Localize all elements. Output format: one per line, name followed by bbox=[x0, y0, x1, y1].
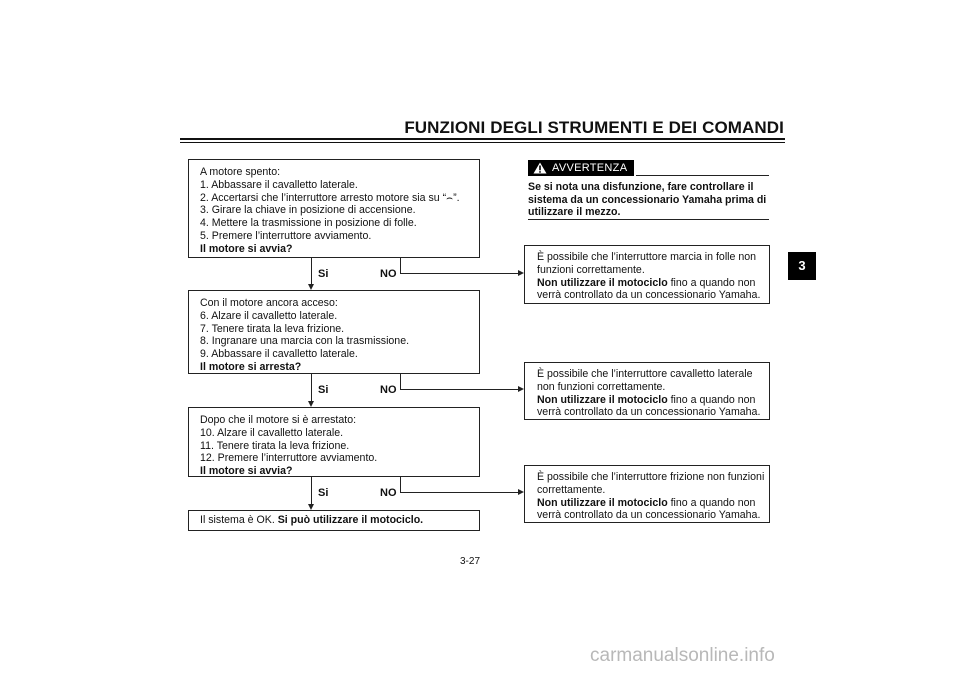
warning-triangle-icon bbox=[533, 162, 547, 174]
flow-box-1 bbox=[188, 159, 480, 258]
section-tab: 3 bbox=[788, 252, 816, 280]
box1-question: Il motore si avvia? bbox=[200, 242, 293, 255]
no-label: NO bbox=[380, 268, 397, 280]
result3-line: verrà controllato da un concessionario Yamaha. bbox=[537, 509, 761, 522]
watermark: carmanualsonline.info bbox=[590, 645, 775, 666]
result2-line: non funzioni correttamente. bbox=[537, 380, 666, 393]
warning-line: Se si nota una disfunzione, fare controllare il bbox=[528, 181, 754, 193]
result1-line: È possibile che l’interruttore marcia in folle non bbox=[537, 251, 757, 263]
flow-box-3 bbox=[188, 407, 480, 477]
result1-line: funzioni correttamente. bbox=[537, 263, 645, 276]
result3-line: È possibile che l’interruttore frizione non funzioni bbox=[537, 471, 765, 483]
connector-no-1 bbox=[400, 273, 518, 274]
box4-bold: Si può utilizzare il motociclo. bbox=[277, 514, 424, 526]
result2-bold: Non utilizzare il motociclo bbox=[537, 393, 668, 406]
box2-line: 9. Abbassare il cavalletto laterale. bbox=[200, 348, 358, 361]
box2-line: Con il motore ancora acceso: bbox=[200, 297, 338, 309]
warning-bottom-rule bbox=[528, 219, 769, 220]
warning-line: utilizzare il mezzo. bbox=[528, 206, 621, 219]
title-rule-thin bbox=[180, 142, 785, 143]
box1-line: 2. Accertarsi che l’interruttore arresto motore sia su “⌢”. bbox=[200, 191, 460, 204]
result3-bold: Non utilizzare il motociclo bbox=[537, 496, 668, 509]
box1-line: A motore spento: bbox=[200, 166, 281, 178]
flow-box-2 bbox=[188, 290, 480, 374]
connector-no-2 bbox=[400, 389, 518, 390]
connector-no-3 bbox=[400, 492, 518, 493]
title-rule bbox=[180, 138, 785, 140]
result-box-1 bbox=[524, 245, 770, 304]
box1-line: 5. Premere l’interruttore avviamento. bbox=[200, 229, 372, 242]
box2-line: 6. Alzare il cavalletto laterale. bbox=[200, 309, 338, 322]
box3-question: Il motore si avvia? bbox=[200, 465, 293, 478]
result3-line: correttamente. bbox=[537, 483, 606, 496]
flow-box-4 bbox=[188, 510, 480, 531]
connector-no-3-vertical bbox=[400, 477, 401, 492]
warning-line: sistema da un concessionario Yamaha prima di bbox=[528, 193, 767, 206]
connector-yes-2 bbox=[311, 374, 312, 401]
box3-line: 11. Tenere tirata la leva frizione. bbox=[200, 439, 350, 452]
result-box-2 bbox=[524, 362, 770, 420]
no-label: NO bbox=[380, 384, 397, 396]
box1-line: 4. Mettere la trasmissione in posizione di folle. bbox=[200, 217, 417, 230]
result1-line: verrà controllato da un concessionario Yamaha. bbox=[537, 289, 761, 302]
box2-question: Il motore si arresta? bbox=[200, 360, 302, 373]
result1-rest: fino a quando non bbox=[667, 276, 756, 289]
yes-label: Si bbox=[318, 268, 329, 280]
connector-yes-3 bbox=[311, 477, 312, 504]
yes-label: Si bbox=[318, 384, 329, 396]
box1-line: 1. Abbassare il cavalletto laterale. bbox=[200, 178, 358, 191]
connector-yes-1 bbox=[311, 258, 312, 284]
no-label: NO bbox=[380, 487, 397, 499]
warning-rule bbox=[636, 175, 769, 176]
warning-label: AVVERTENZA bbox=[552, 162, 628, 174]
result1-bold: Non utilizzare il motociclo bbox=[537, 276, 668, 289]
result-box-3 bbox=[524, 465, 770, 523]
box1-line: 3. Girare la chiave in posizione di accensione. bbox=[200, 204, 416, 217]
connector-no-1-vertical bbox=[400, 258, 401, 273]
box3-line: 10. Alzare il cavalletto laterale. bbox=[200, 426, 344, 439]
box3-line: Dopo che il motore si è arrestato: bbox=[200, 414, 357, 426]
connector-no-2-vertical bbox=[400, 374, 401, 389]
result3-rest: fino a quando non bbox=[667, 496, 756, 509]
result2-line: verrà controllato da un concessionario Yamaha. bbox=[537, 406, 761, 419]
box2-line: 8. Ingranare una marcia con la trasmissione. bbox=[200, 335, 410, 348]
yes-label: Si bbox=[318, 487, 329, 499]
result2-rest: fino a quando non bbox=[667, 393, 756, 406]
page-number: 3-27 bbox=[460, 556, 481, 567]
page-title: FUNZIONI DEGLI STRUMENTI E DEI COMANDI bbox=[404, 118, 784, 137]
box4-text: Il sistema è OK. bbox=[200, 514, 275, 526]
result2-line: È possibile che l’interruttore cavalletto laterale bbox=[537, 368, 753, 380]
warning-text bbox=[528, 181, 773, 219]
box3-line: 12. Premere l’interruttore avviamento. bbox=[200, 452, 378, 465]
box2-line: 7. Tenere tirata la leva frizione. bbox=[200, 322, 345, 335]
